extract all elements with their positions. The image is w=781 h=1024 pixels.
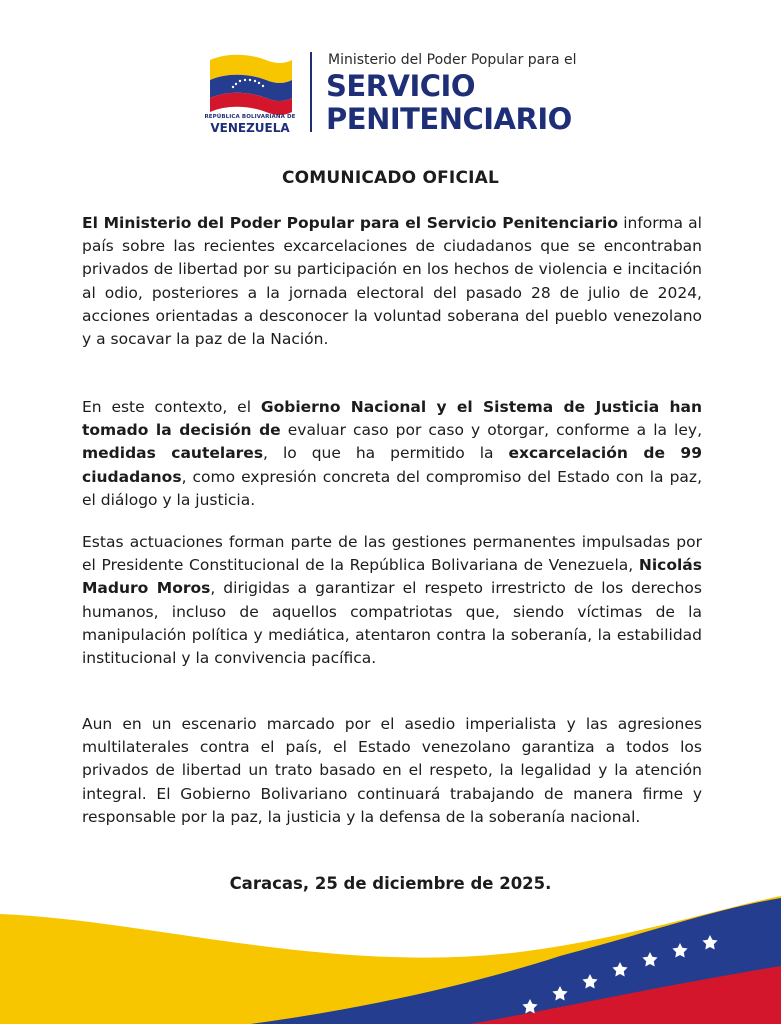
paragraph-2-bold-3: excarcelación de 99 ciudadanos [82,444,702,486]
logo-country-line1: REPÚBLICA BOLIVARIANA DE [204,114,296,120]
paragraph-2-text-4: , como expresión concreta del compromiso del Estado con la paz, el diálogo y la justicia. [82,467,702,509]
paragraph-3-text-1: Estas actuaciones forman parte de las gestiones permanentes impulsadas por el Presidente Constitucional de la República Bolivariana de Venezuela, [82,533,702,575]
paragraph-2 [82,396,702,512]
paragraph-3 [82,531,702,670]
date-line: Caracas, 25 de diciembre de 2025. [229,874,552,893]
paragraph-2-bold-1: Gobierno Nacional y el Sistema de Justicia han tomado la decisión de [82,398,702,440]
paragraph-1-text-1: informa al país sobre las recientes excarcelaciones de ciudadanos que se encontraban privados de libertad por su participación en los hechos de violencia e incitación al odio, posteriores a la jornada electoral del pasado 28 de julio de 2024, acciones orientadas a desconocer la voluntad soberana del pueblo venezolano y a socavar la paz de la Nación. [82,214,702,349]
logo-divider [310,52,312,132]
document-title: COMUNICADO OFICIAL [281,168,500,188]
ministry-line: Ministerio del Poder Popular para el [328,52,577,68]
paragraph-3-bold-1: Nicolás Maduro Moros [82,556,702,598]
ministry-title-line2: PENITENCIARIO [326,102,572,136]
logo-country-line2: VENEZUELA [210,121,290,135]
ministry-title-line1: SERVICIO [326,69,475,103]
venezuela-flag-logo-icon [206,50,294,120]
paragraph-1 [82,212,702,351]
paragraph-4-text-1: Aun en un escenario marcado por el asedio imperialista y las agresiones multilaterales contra el país, el Estado venezolano garantiza a todos los privados de libertad un trato basado en el respeto, la legalidad y la atención integral. El Gobierno Bolivariano continuará trabajando de manera firme y responsable por la paz, la justicia y la defensa de la soberanía nacional. [82,715,702,826]
paragraph-2-text-3: , lo que ha permitido la [263,444,509,463]
paragraph-2-bold-2: medidas cautelares [82,444,264,463]
paragraph-2-text-2: evaluar caso por caso y otorgar, conforme a la ley, [280,421,702,440]
paragraph-2-text-1: En este contexto, el [82,398,261,416]
flag-wave-decoration [0,890,781,1024]
paragraph-3-text-2: , dirigidas a garantizar el respeto irrestricto de los derechos humanos, incluso de aquellos compatriotas que, siendo víctimas de la manipulación política y mediática, atentaron contra la soberanía, la estabilidad institucional y la convivencia pacífica. [82,579,702,668]
paragraph-1-bold-1: El Ministerio del Poder Popular para el Servicio Penitenciario [82,214,618,232]
paragraph-4 [82,713,702,829]
